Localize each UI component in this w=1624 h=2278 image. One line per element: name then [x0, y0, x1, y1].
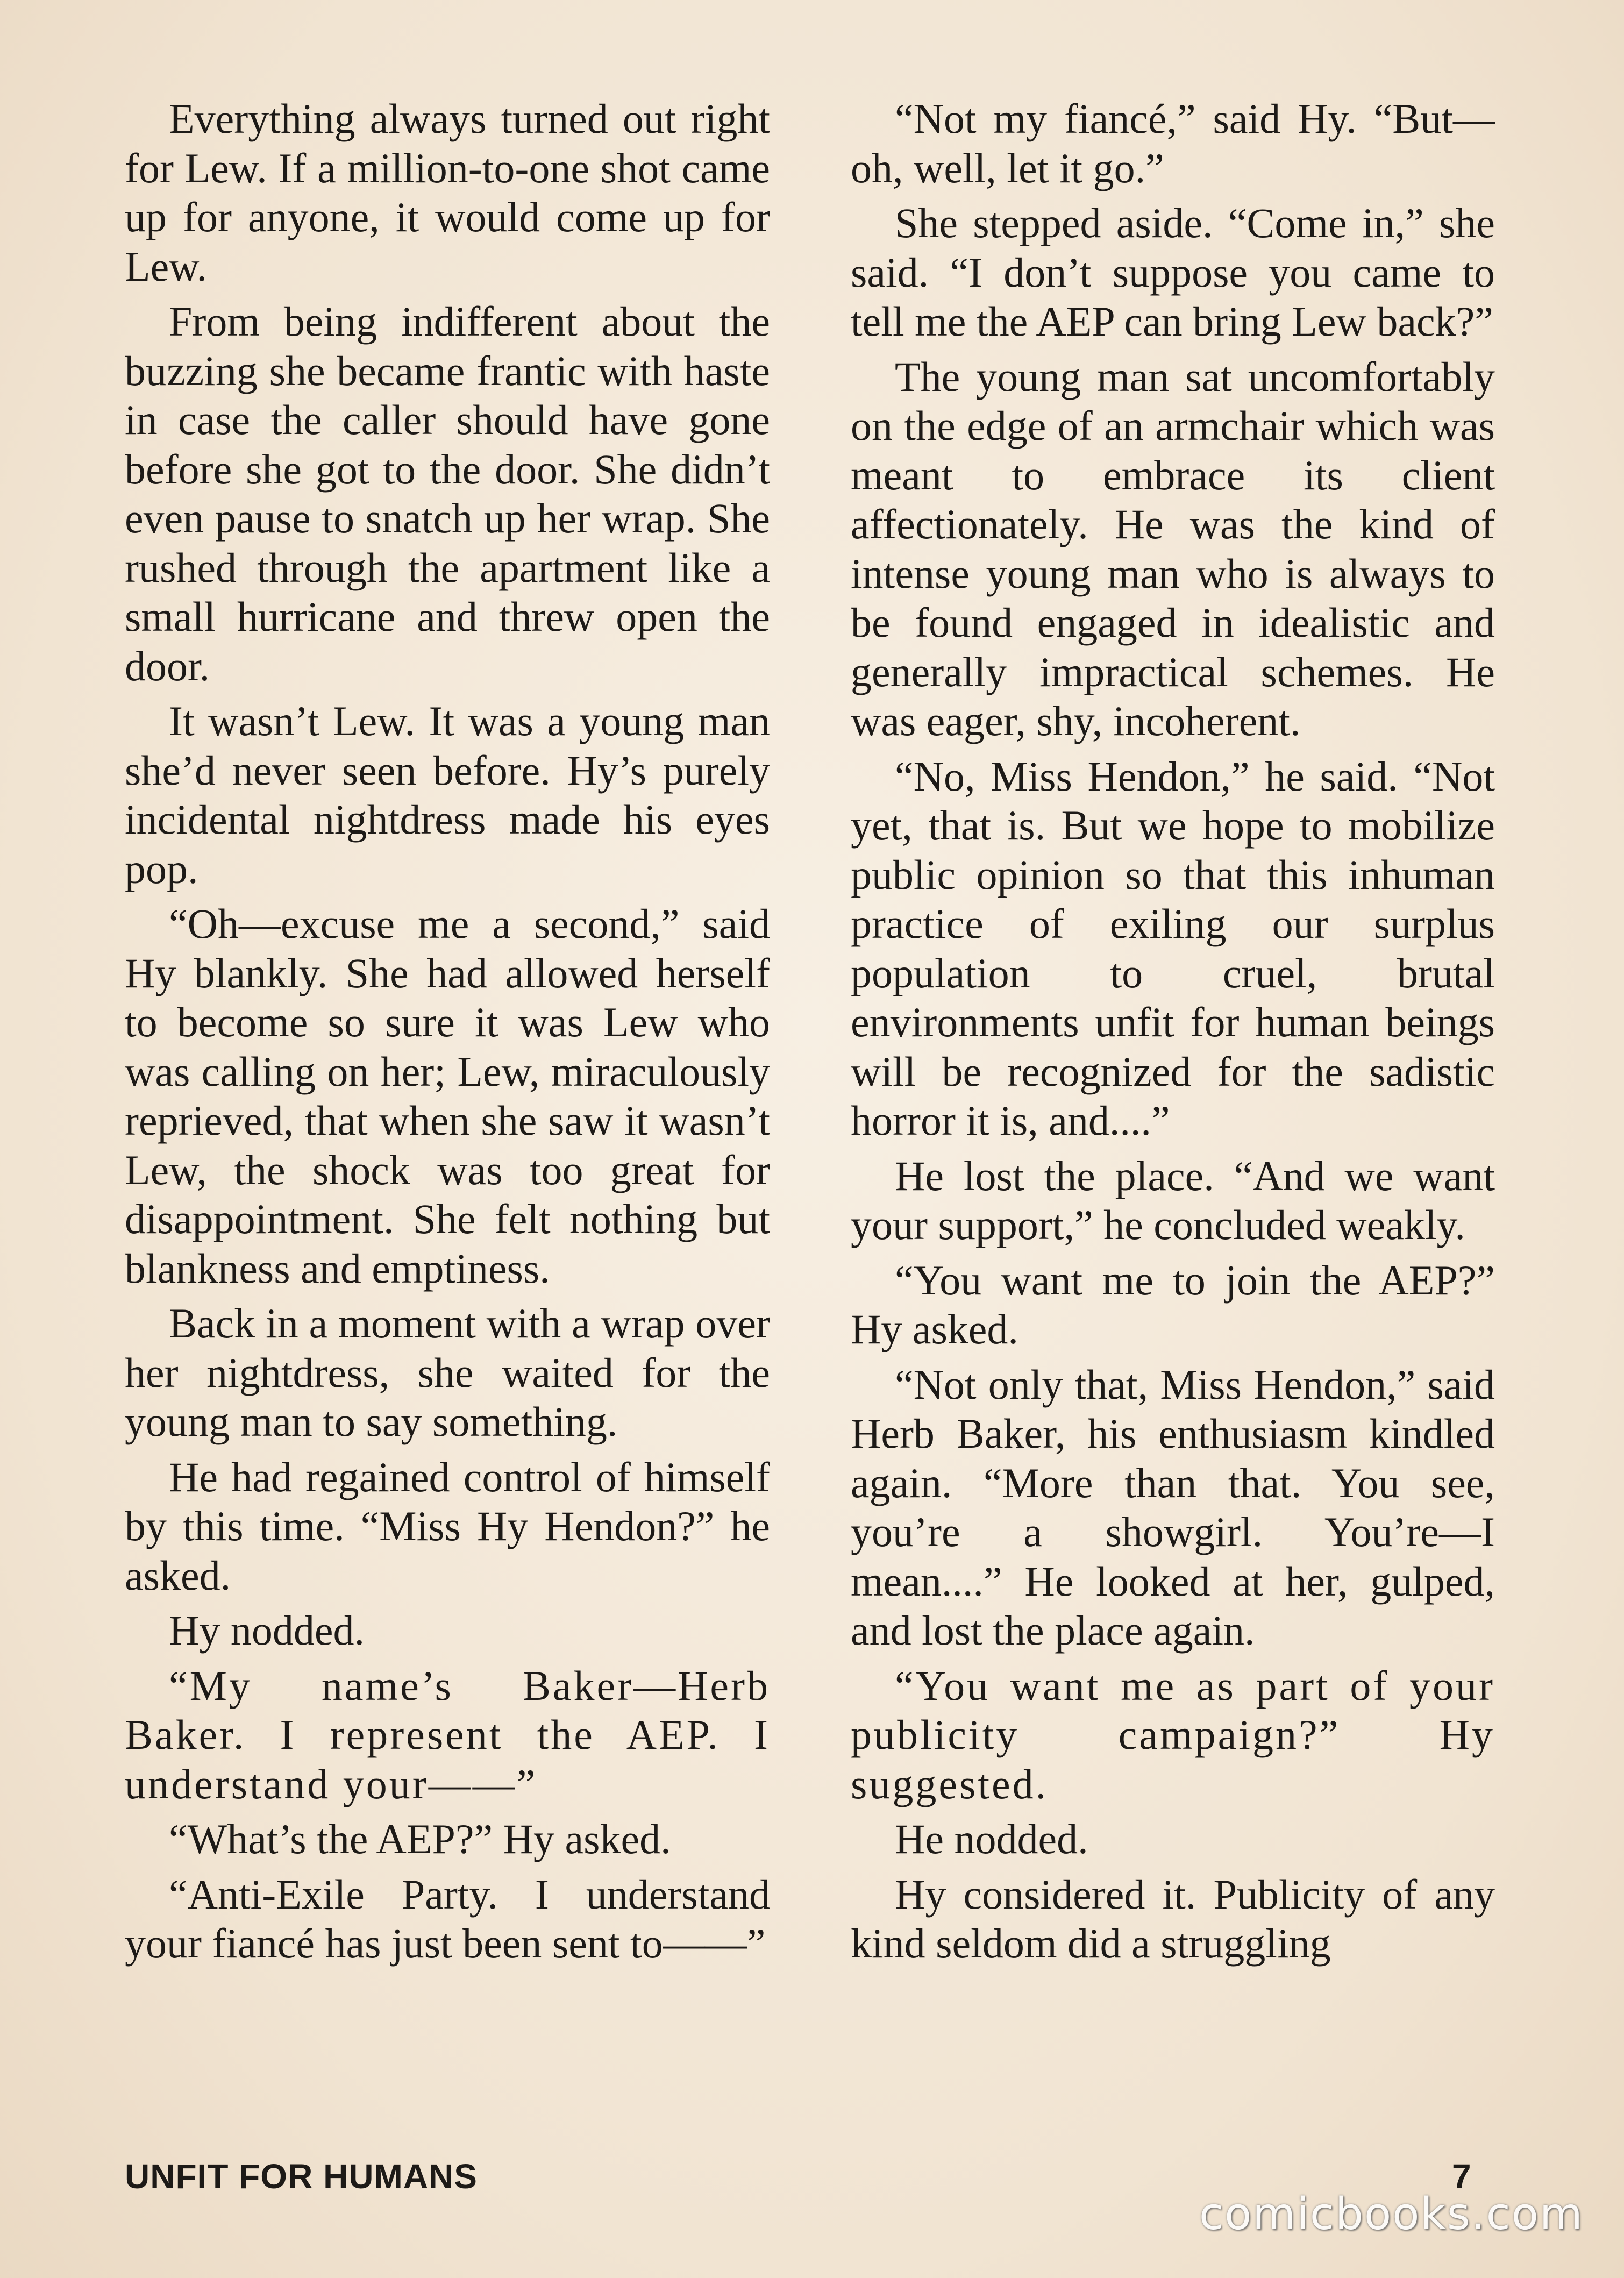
paragraph: It wasn’t Lew. It was a young man she’d never seen before. Hy’s purely incidental nightdress made his eyes pop. [125, 697, 770, 892]
page-number: 7 [1452, 2157, 1471, 2196]
paragraph: Hy nodded. [169, 1607, 365, 1654]
left-text-column [125, 94, 770, 1974]
paragraph: He lost the place. “And we want your support,” he concluded weakly. [851, 1152, 1495, 1248]
paragraph: She stepped aside. “Come in,” she said. “I don’t suppose you came to tell me the AEP can bring Lew back?” [851, 200, 1495, 345]
paragraph: “Not only that, Miss Hendon,” said Herb Baker, his enthusiasm kindled again. “More than that. You see, you’re a showgirl. You’re—I mean....” He looked at her, gulped, and lost the place again. [851, 1361, 1495, 1654]
paragraph: “My name’s Baker—Herb Baker. I represent the AEP. I understand your——” [125, 1662, 770, 1807]
paragraph: “You want me as part of your publicity campaign?” Hy suggested. [851, 1662, 1495, 1807]
paragraph: Hy considered it. Publicity of any kind seldom did a struggling [851, 1870, 1495, 1967]
paragraph: “You want me to join the AEP?” Hy asked. [851, 1256, 1495, 1352]
paragraph: “Anti-Exile Party. I understand your fiancé has just been sent to——” [125, 1870, 770, 1967]
paragraph: Everything always turned out right for Lew. If a million-to-one shot came up for anyone, it would come up for Lew. [125, 95, 770, 290]
paragraph: “What’s the AEP?” Hy asked. [169, 1816, 671, 1862]
paragraph: “No, Miss Hendon,” he said. “Not yet, that is. But we hope to mobilize public opinion so that this inhuman practice of exiling our surplus population to cruel, brutal environments unfit for human beings will be recognized for the sadistic horror it is, and....” [851, 752, 1495, 1144]
paragraph: From being indifferent about the buzzing she became frantic with haste in case the caller should have gone before she got to the door. She didn’t even pause to snatch up her wrap. She rushed through the apartment like a small hurricane and threw open the door. [125, 298, 770, 689]
paragraph: He nodded. [895, 1816, 1088, 1862]
running-footer-title: UNFIT FOR HUMANS [125, 2157, 478, 2196]
paragraph: The young man sat uncomfortably on the edge of an armchair which was meant to embrace its client affectionately. He was the kind of intense young man who is always to be found engaged in idealistic and generally impractical schemes. He was eager, shy, incoherent. [851, 353, 1495, 744]
paragraph: Back in a moment with a wrap over her nightdress, she waited for the young man to say something. [125, 1300, 770, 1445]
site-watermark: comicbooks.com [1199, 2189, 1584, 2240]
paragraph: He had regained control of himself by this time. “Miss Hy Hendon?” he asked. [125, 1453, 770, 1599]
paragraph: “Oh—excuse me a second,” said Hy blankly. She had allowed herself to become so sure it was Lew who was calling on her; Lew, miraculously reprieved, that when she saw it wasn’t Lew, the shock was too great for disappointment. She felt nothing but blankness and emptiness. [125, 900, 770, 1292]
paragraph: “Not my fiancé,” said Hy. “But—oh, well, let it go.” [851, 95, 1495, 191]
right-text-column [851, 94, 1495, 1974]
